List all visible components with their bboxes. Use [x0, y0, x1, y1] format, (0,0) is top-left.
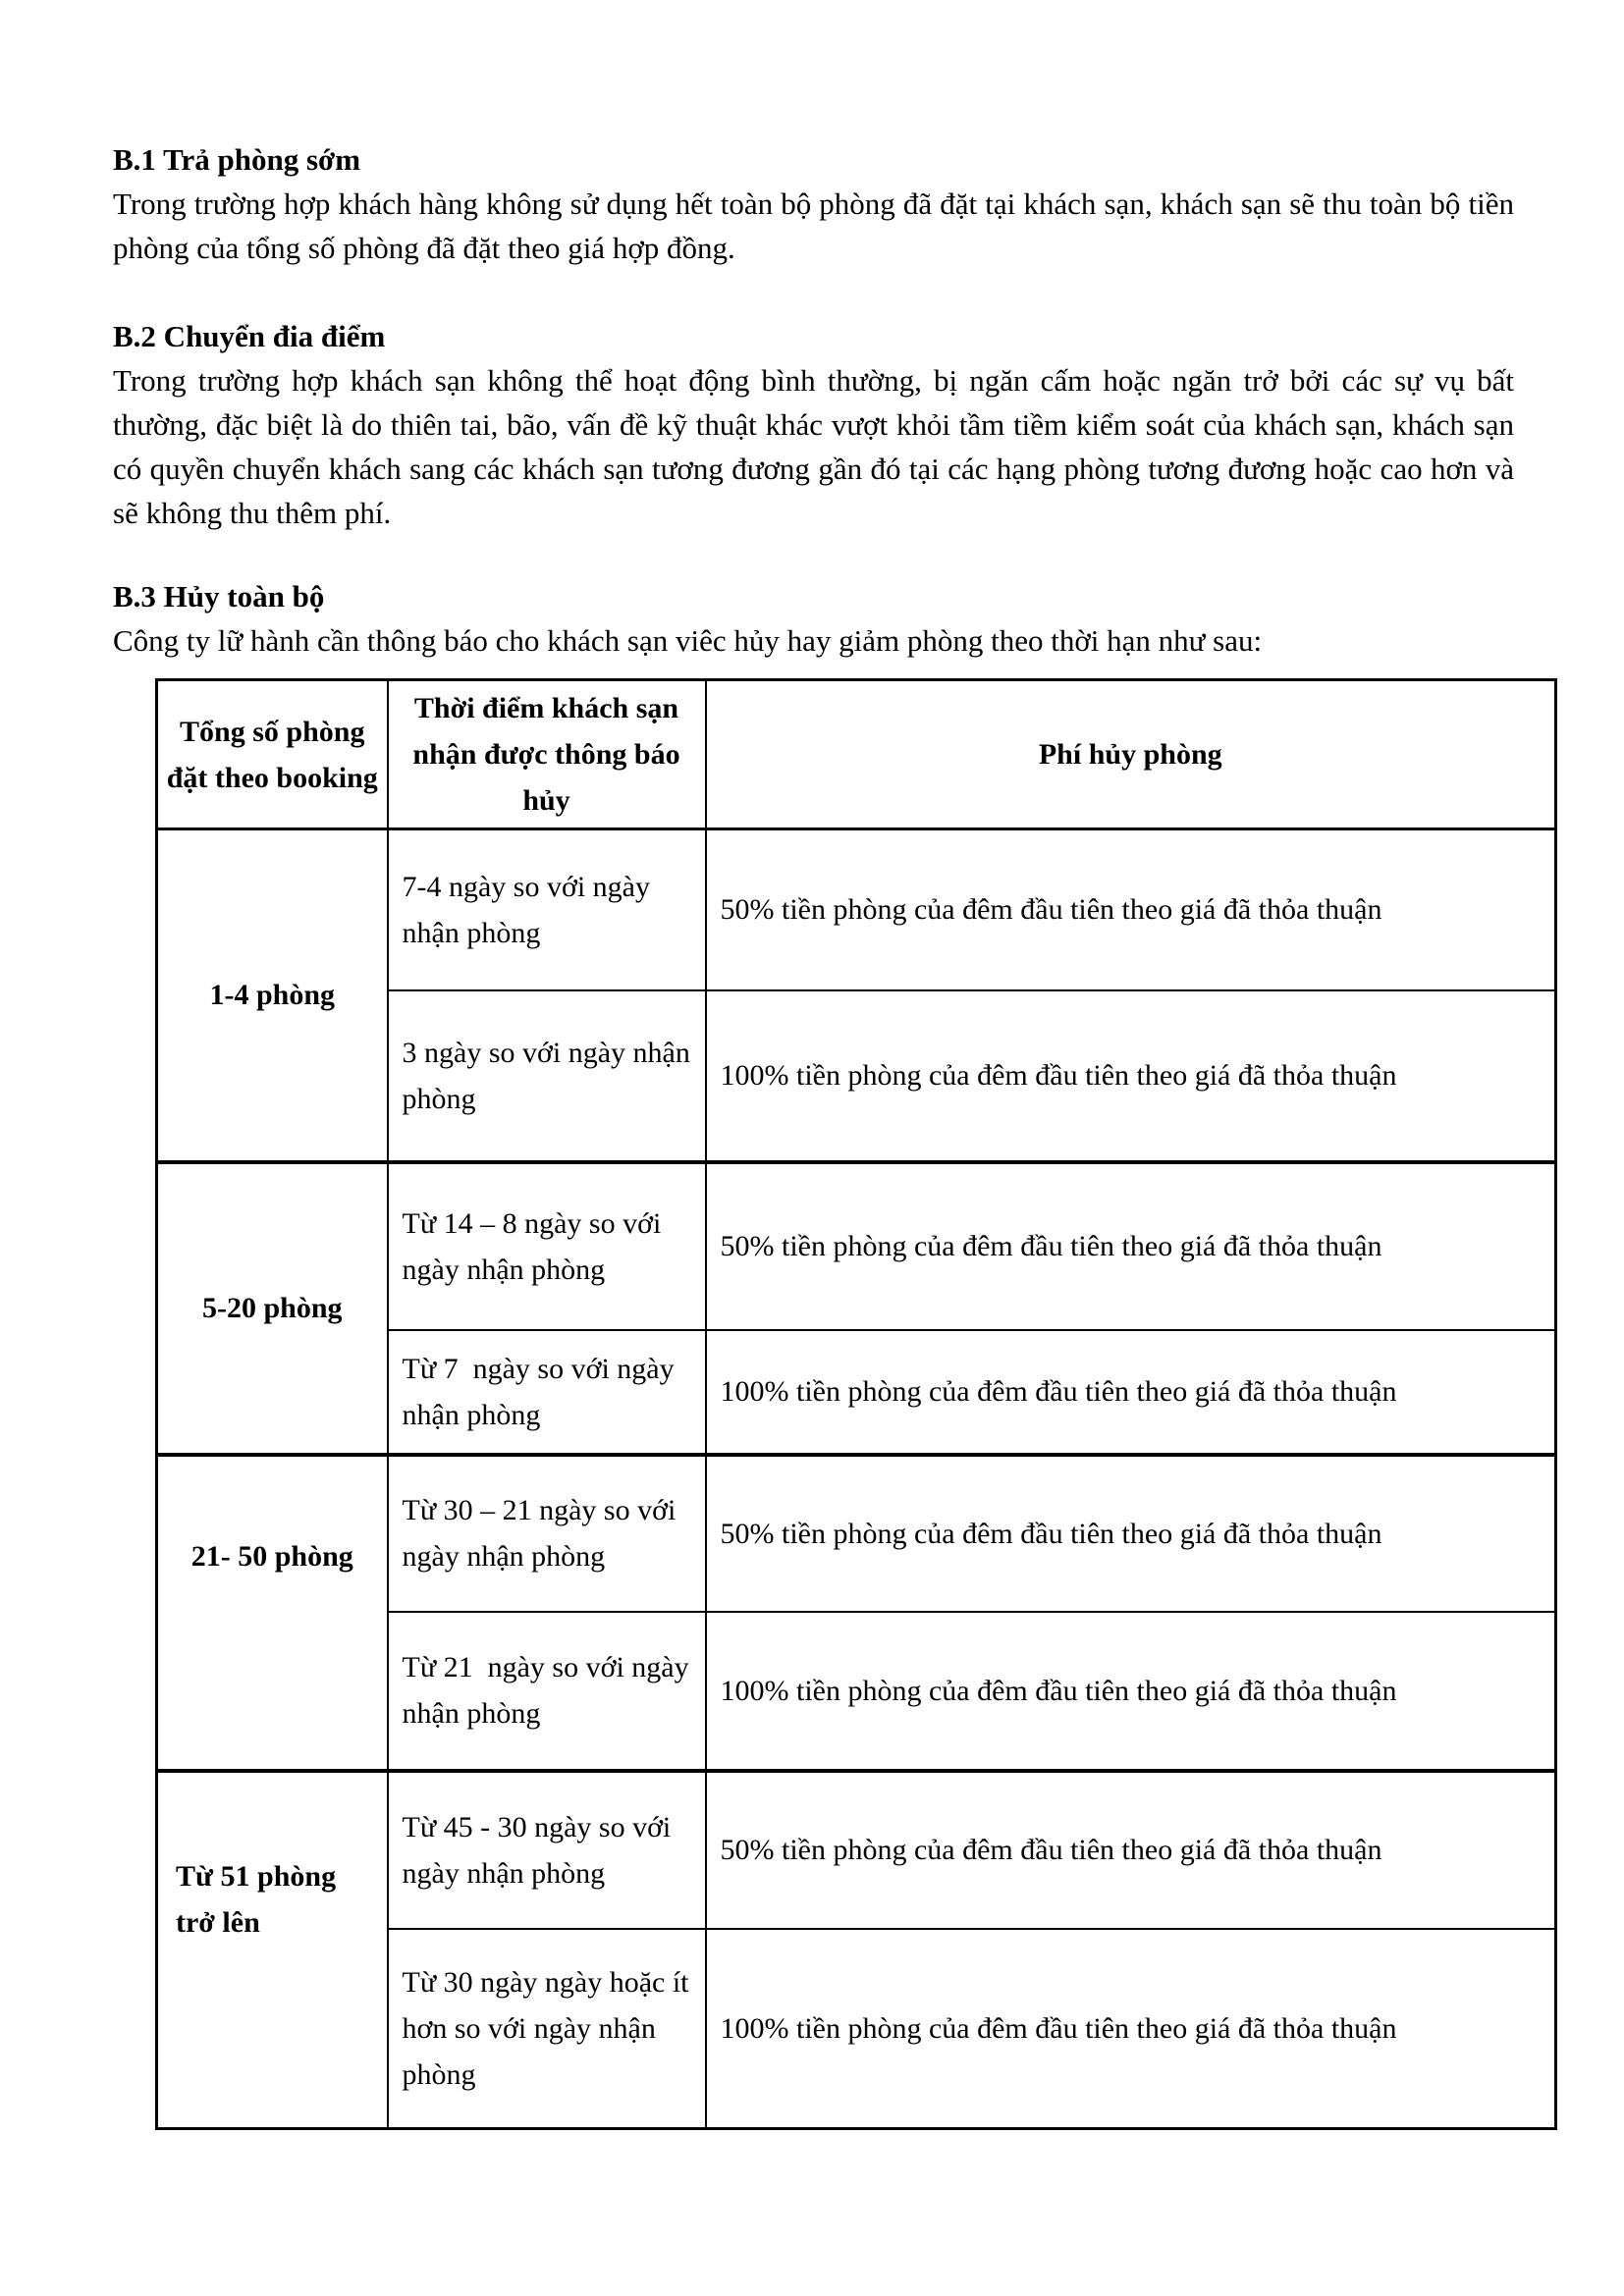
fee-cell: 100% tiền phòng của đêm đầu tiên theo giá đã thỏa thuận	[706, 1330, 1556, 1455]
fee-cell: 100% tiền phòng của đêm đầu tiên theo giá đã thỏa thuận	[706, 1612, 1556, 1771]
notice-cell: 3 ngày so với ngày nhận phòng	[388, 990, 706, 1162]
group-label-cell: Từ 51 phòng trở lên	[157, 1771, 388, 2129]
section-body-b3: Công ty lữ hành cần thông báo cho khách sạn viêc hủy hay giảm phòng theo thời hạn như sau:	[113, 623, 1263, 658]
section-heading-b3: B.3 Hủy toàn bộ	[113, 579, 325, 614]
section-body-b2: Trong trường hợp khách sạn không thể hoạt động bình thường, bị ngăn cấm hoặc ngăn trở bởi các sự vụ bất thường, đặc biệt là do thiên tai, bão, vấn đề kỹ thuật khác vượt khỏi tầm tiềm kiểm soát của khách sạn, khách sạn có quyền chuyển khách sang các khách sạn tương đương gần đó tại các hạng phòng tương đương hoặc cao hơn và sẽ không thu thêm phí.	[113, 363, 1514, 530]
notice-cell: Từ 30 – 21 ngày so với ngày nhận phòng	[388, 1455, 706, 1612]
fee-cell: 50% tiền phòng của đêm đầu tiên theo giá đã thỏa thuận	[706, 829, 1556, 990]
table-row	[157, 1162, 1556, 1330]
section-heading-b2: B.2 Chuyển đia điểm	[113, 319, 386, 353]
table-row	[157, 1455, 1556, 1612]
notice-cell: 7-4 ngày so với ngày nhận phòng	[388, 829, 706, 990]
notice-cell: Từ 21 ngày so với ngày nhận phòng	[388, 1612, 706, 1771]
header-cell-notice-time: Thời điểm khách sạn nhận được thông báo hủy	[388, 680, 706, 829]
header-cell-cancel-fee: Phí hủy phòng	[706, 680, 1556, 829]
fee-cell: 100% tiền phòng của đêm đầu tiên theo giá đã thỏa thuận	[706, 990, 1556, 1162]
table-header-row	[157, 680, 1556, 829]
fee-cell: 50% tiền phòng của đêm đầu tiên theo giá đã thỏa thuận	[706, 1771, 1556, 1929]
section-body-b1: Trong trường hợp khách hàng không sử dụng hết toàn bộ phòng đã đặt tại khách sạn, khách sạn sẽ thu toàn bộ tiền phòng của tổng số phòng đã đặt theo giá hợp đồng.	[113, 187, 1514, 265]
fee-cell: 100% tiền phòng của đêm đầu tiên theo giá đã thỏa thuận	[706, 1929, 1556, 2129]
table-row	[157, 829, 1556, 990]
group-label-cell: 1-4 phòng	[157, 829, 388, 1162]
header-cell-total-rooms: Tổng số phòng đặt theo booking	[157, 680, 388, 829]
table-row	[157, 1771, 1556, 1929]
cancellation-policy-table	[155, 678, 1557, 2130]
fee-cell: 50% tiền phòng của đêm đầu tiên theo giá đã thỏa thuận	[706, 1455, 1556, 1612]
notice-cell: Từ 30 ngày ngày hoặc ít hơn so với ngày nhận phòng	[388, 1929, 706, 2129]
group-label-cell: 21- 50 phòng	[157, 1455, 388, 1771]
notice-cell: Từ 7 ngày so với ngày nhận phòng	[388, 1330, 706, 1455]
notice-cell: Từ 45 - 30 ngày so với ngày nhận phòng	[388, 1771, 706, 1929]
section-heading-b1: B.1 Trả phòng sớm	[113, 142, 361, 177]
fee-cell: 50% tiền phòng của đêm đầu tiên theo giá đã thỏa thuận	[706, 1162, 1556, 1330]
notice-cell: Từ 14 – 8 ngày so với ngày nhận phòng	[388, 1162, 706, 1330]
group-label-cell: 5-20 phòng	[157, 1162, 388, 1455]
